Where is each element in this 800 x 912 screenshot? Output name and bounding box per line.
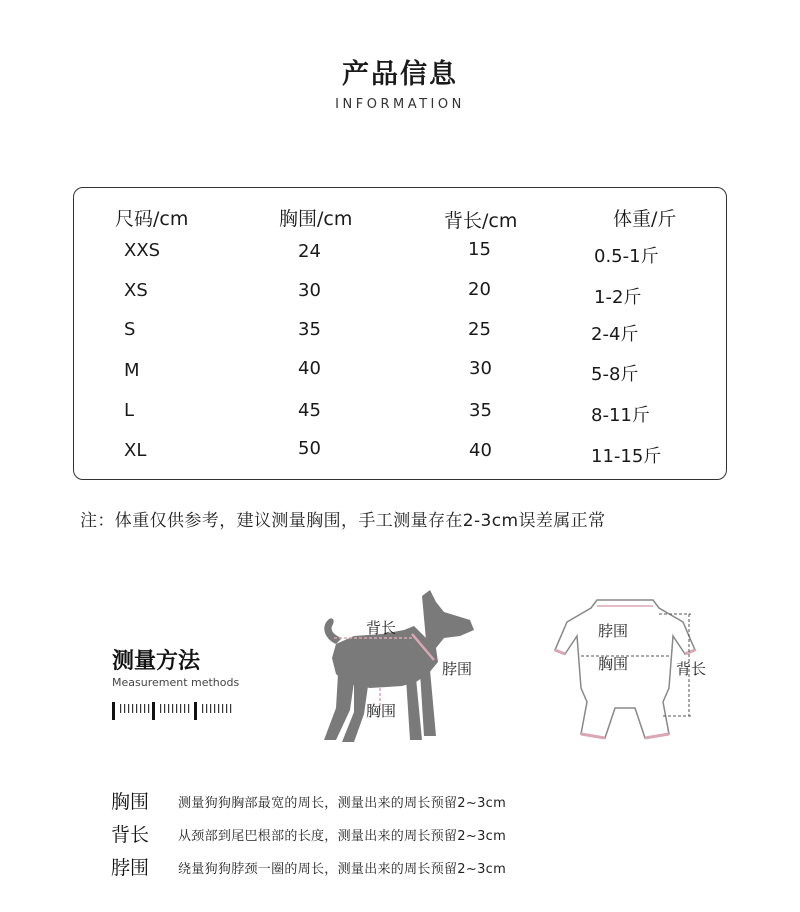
header-weight: 体重/斤 [613, 208, 677, 230]
cell-weight: 1-2斤 [594, 287, 642, 308]
definition-text: 绕量狗狗脖颈一圈的周长，测量出来的周长预留2~3cm [178, 862, 507, 877]
dog-chest-label: 胸围 [366, 702, 397, 720]
cell-weight: 0.5-1斤 [594, 246, 659, 267]
cell-back: 40 [469, 440, 492, 461]
definition-term: 脖围 [111, 857, 150, 879]
cell-weight: 11-15斤 [591, 446, 662, 467]
definition-term: 胸围 [111, 791, 150, 813]
cell-chest: 24 [298, 241, 321, 262]
dog-neck-label: 脖围 [442, 660, 473, 678]
measurement-note: 注：体重仅供参考，建议测量胸围，手工测量存在2-3cm误差属正常 [80, 511, 606, 531]
clothes-neck-label: 脖围 [598, 622, 629, 640]
cell-size: XXS [124, 240, 161, 261]
cell-back: 35 [469, 400, 492, 421]
header-size: 尺码/cm [115, 208, 189, 230]
clothes-chest-label: 胸围 [598, 655, 629, 673]
cell-weight: 8-11斤 [591, 405, 650, 426]
definition-text: 从颈部到尾巴根部的长度，测量出来的周长预留2~3cm [178, 829, 507, 844]
cell-weight: 5-8斤 [591, 364, 639, 385]
cell-chest: 45 [298, 400, 321, 421]
header-back: 背长/cm [444, 210, 518, 232]
cell-back: 25 [468, 319, 491, 340]
page-subtitle: INFORMATION [335, 97, 465, 112]
cell-chest: 35 [298, 319, 321, 340]
cell-weight: 2-4斤 [591, 324, 639, 345]
method-subtitle: Measurement methods [112, 676, 240, 689]
cell-back: 15 [468, 239, 491, 260]
cell-chest: 50 [298, 438, 321, 459]
definition-term: 背长 [111, 824, 150, 846]
cell-size: S [124, 319, 136, 340]
cell-chest: 30 [298, 280, 321, 301]
method-title: 测量方法 [112, 649, 201, 674]
cell-back: 20 [468, 279, 491, 300]
cell-size: XS [124, 280, 148, 301]
dog-back-label: 背长 [366, 619, 397, 637]
cell-size: M [124, 360, 140, 381]
cell-size: L [124, 400, 135, 421]
page-title: 产品信息 [342, 59, 458, 90]
header-chest: 胸围/cm [279, 208, 353, 230]
definition-text: 测量狗狗胸部最宽的周长，测量出来的周长预留2~3cm [178, 796, 507, 811]
ruler-icon [112, 696, 236, 722]
cell-chest: 40 [298, 358, 321, 379]
clothes-back-label: 背长 [676, 660, 707, 678]
size-table [73, 187, 727, 480]
cell-back: 30 [469, 358, 492, 379]
cell-size: XL [124, 440, 147, 461]
